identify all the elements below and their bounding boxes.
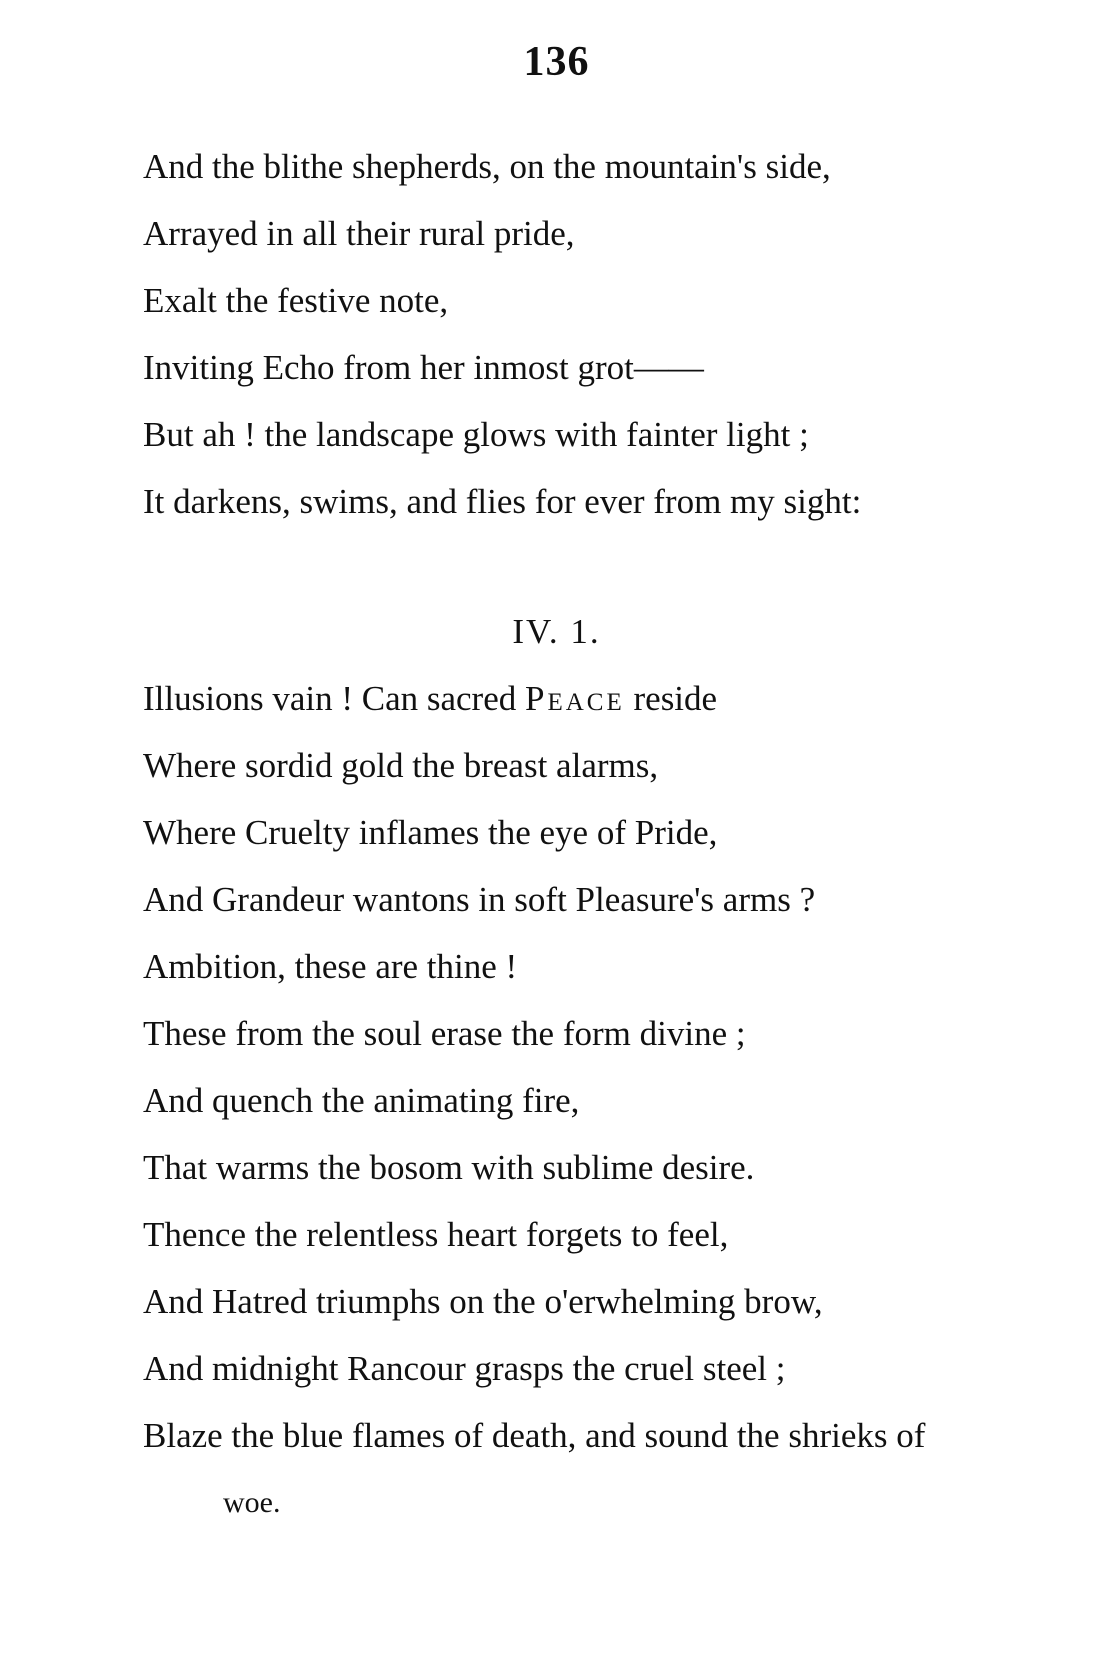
poem-line: Ambition, these are thine ! — [143, 947, 518, 986]
poem-line: Blaze the blue flames of death, and sound the shrieks of — [143, 1416, 926, 1455]
poem-line: But ah ! the landscape glows with fainter light ; — [143, 415, 809, 454]
stanza-two — [143, 665, 1073, 1536]
poem-line: Arrayed in all their rural pride, — [143, 214, 575, 253]
poem-line: It darkens, swims, and flies for ever from my sight: — [143, 482, 862, 521]
poem-line: And quench the animating fire, — [143, 1081, 580, 1120]
poem-line: Thence the relentless heart forgets to feel, — [143, 1215, 729, 1254]
poem-line: Inviting Echo from her inmost grot—— — [143, 348, 704, 387]
poem-line: And the blithe shepherds, on the mountain's side, — [143, 147, 831, 186]
poem-line: Where Cruelty inflames the eye of Pride, — [143, 813, 718, 852]
poem-line: These from the soul erase the form divine ; — [143, 1014, 746, 1053]
poem-line: And Grandeur wantons in soft Pleasure's arms ? — [143, 880, 816, 919]
section-heading: IV. 1. — [512, 612, 601, 651]
poem-line: And Hatred triumphs on the o'erwhelming brow, — [143, 1282, 823, 1321]
poem-line: Exalt the festive note, — [143, 281, 449, 320]
poem-line: Where sordid gold the breast alarms, — [143, 746, 659, 785]
line-text: Illusions vain ! Can sacred — [143, 679, 525, 718]
poem-line: That warms the bosom with sublime desire. — [143, 1148, 755, 1187]
poem-line: And midnight Rancour grasps the cruel steel ; — [143, 1349, 786, 1388]
page-number: 136 — [523, 39, 590, 85]
line-text: reside — [624, 679, 718, 718]
stanza-one — [143, 133, 1073, 535]
poem-line-continuation: woe. — [223, 1486, 281, 1519]
peace-smallcaps: Peace — [525, 679, 625, 718]
poem-line — [143, 665, 1073, 732]
